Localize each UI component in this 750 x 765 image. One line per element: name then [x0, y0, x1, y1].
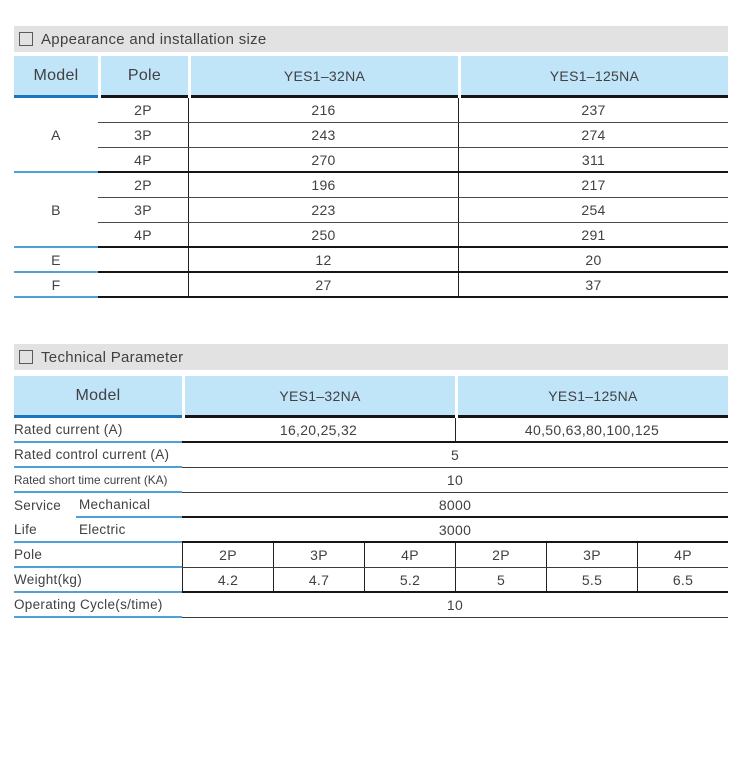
table2-header-col1: YES1–32NA: [185, 376, 455, 418]
rated-control-current-row: [14, 443, 728, 468]
pole-cell: 2P: [134, 102, 152, 118]
size-32na-cell: 243: [188, 123, 458, 147]
service-life-values: [182, 493, 728, 543]
weight-cell: 4.2: [182, 568, 273, 591]
appearance-size-table: [14, 56, 728, 298]
electric-value: 3000: [182, 518, 728, 543]
section2-title-bar: [14, 344, 728, 370]
pole-cell: 3P: [273, 543, 364, 567]
service-life-sublabels: [76, 493, 182, 543]
rated-control-current-label: Rated control current (A): [14, 443, 182, 468]
size-125na-cell: 237: [458, 98, 728, 122]
rated-short-time-current-label: Rated short time current (KA): [14, 468, 182, 493]
size-125na-cell: 311: [458, 148, 728, 171]
pole-label: Pole: [14, 543, 182, 568]
rated-current-label: Rated current (A): [14, 418, 182, 443]
pole-cell: 2P: [455, 543, 546, 567]
rated-control-current-value: 5: [182, 443, 728, 468]
operating-cycle-value: 10: [182, 593, 728, 618]
size-32na-cell: 270: [188, 148, 458, 171]
table-row: [98, 173, 728, 198]
table-row: [98, 123, 728, 148]
service-life-label: [14, 493, 76, 543]
size-32na-cell: 12: [188, 248, 458, 271]
pole-cell: 2P: [182, 543, 273, 567]
size-32na-cell: 250: [188, 223, 458, 246]
mechanical-label: Mechanical: [76, 493, 182, 518]
electric-label: Electric: [76, 518, 182, 543]
section2-title: Technical Parameter: [41, 348, 184, 366]
checkbox-icon: [19, 350, 33, 364]
operating-cycle-row: [14, 593, 728, 618]
pole-row: [14, 543, 728, 568]
weight-cell: 6.5: [637, 568, 728, 591]
size-125na-cell: 20: [458, 248, 728, 271]
pole-cell: [98, 273, 188, 296]
pole-cell: [98, 248, 188, 271]
table1-header-model: Model: [14, 56, 98, 98]
checkbox-icon: [19, 32, 33, 46]
weight-cell: 5.5: [546, 568, 637, 591]
model-label-e: E: [14, 248, 98, 273]
mechanical-value: 8000: [182, 493, 728, 518]
table2-header-col2: YES1–125NA: [458, 376, 728, 418]
table-row: [98, 248, 728, 273]
size-32na-cell: 196: [188, 173, 458, 197]
size-125na-cell: 217: [458, 173, 728, 197]
service-life-block: [14, 493, 728, 543]
pole-cell: 3P: [546, 543, 637, 567]
technical-parameter-table: [14, 376, 728, 618]
table1-model-labels: [14, 98, 98, 298]
pole-cell: 4P: [134, 151, 152, 168]
size-125na-cell: 254: [458, 198, 728, 222]
table1-header-col1: YES1–32NA: [191, 56, 458, 98]
size-32na-cell: 27: [188, 273, 458, 296]
rated-current-125na: 40,50,63,80,100,125: [455, 418, 728, 441]
size-125na-cell: 274: [458, 123, 728, 147]
table1-header-row: [14, 56, 728, 98]
table1-header-pole: Pole: [101, 56, 188, 98]
model-label-b: B: [14, 173, 98, 248]
size-32na-cell: 216: [188, 98, 458, 122]
table-row: [98, 273, 728, 298]
rated-short-time-current-value: 10: [182, 468, 728, 493]
table1-value-grid: [98, 98, 728, 298]
table-row: [98, 223, 728, 248]
table-row: [98, 198, 728, 223]
section1-title-bar: [14, 26, 728, 52]
size-125na-cell: 291: [458, 223, 728, 246]
size-125na-cell: 37: [458, 273, 728, 296]
weight-cell: 5.2: [364, 568, 455, 591]
pole-cell: 3P: [134, 127, 152, 143]
weight-label: Weight(kg): [14, 568, 182, 593]
table1-header-col2: YES1–125NA: [461, 56, 728, 98]
operating-cycle-label: Operating Cycle(s/time): [14, 593, 182, 618]
weight-cell: 5: [455, 568, 546, 591]
table-row: [98, 98, 728, 123]
service-life-label-line2: Life: [14, 521, 37, 537]
model-label-a: A: [14, 98, 98, 173]
pole-cell: 4P: [134, 226, 152, 243]
pole-cell: 4P: [637, 543, 728, 567]
rated-current-32na: 16,20,25,32: [279, 421, 358, 438]
size-32na-cell: 223: [188, 198, 458, 222]
section1-title: Appearance and installation size: [41, 30, 267, 48]
pole-cell: 4P: [364, 543, 455, 567]
table2-header-row: [14, 376, 728, 418]
weight-cell: 4.7: [273, 568, 364, 591]
pole-cell: 2P: [134, 177, 152, 193]
service-life-label-line1: Service: [14, 497, 62, 513]
model-label-f: F: [14, 273, 98, 298]
pole-cell: 3P: [134, 202, 152, 218]
table-row: [98, 148, 728, 173]
rated-short-time-current-row: [14, 468, 728, 493]
rated-current-row: [14, 418, 728, 443]
weight-row: [14, 568, 728, 593]
table2-header-model: Model: [14, 376, 182, 418]
